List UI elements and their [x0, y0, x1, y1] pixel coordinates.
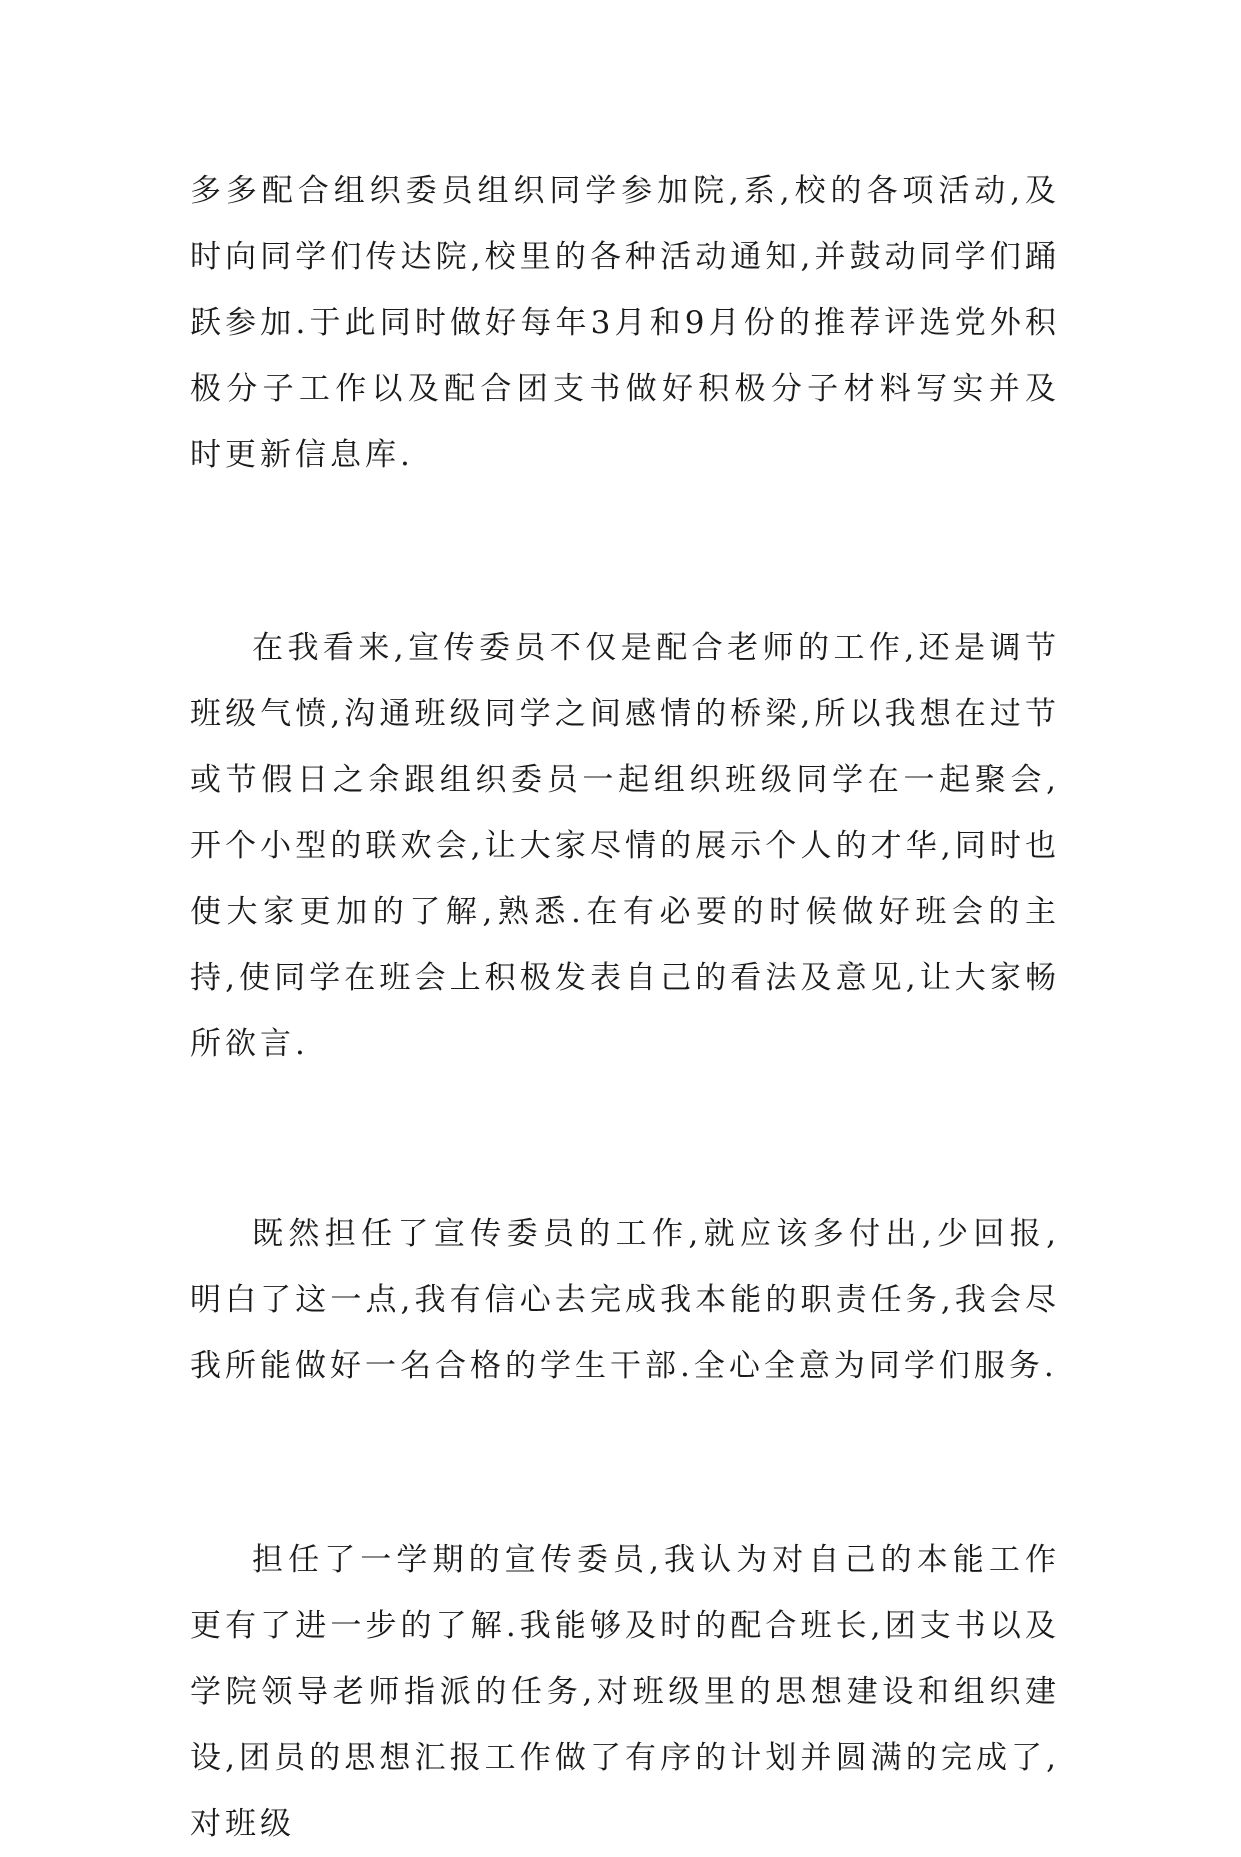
- paragraph-spacer: [190, 488, 1060, 615]
- paragraph-3: 既然担任了宣传委员的工作,就应该多付出,少回报,明白了这一点,我有信心去完成我本能的职责任务,我会尽我所能做好一名合格的学生干部.全心全意为同学们服务.: [190, 1216, 1060, 1384]
- paragraph-spacer: [190, 1077, 1060, 1201]
- paragraph-4: 担任了一学期的宣传委员,我认为对自己的本能工作更有了进一步的了解.我能够及时的配合班长,团支书以及学院领导老师指派的任务,对班级里的思想建设和组织建设,团员的思想汇报工作做了有序的计划并圆满的完成了,对班级: [190, 1542, 1060, 1842]
- paragraph-1: 多多配合组织委员组织同学参加院,系,校的各项活动,及时向同学们传达院,校里的各种活动通知,并鼓动同学们踊跃参加.于此同时做好每年3月和9月份的推荐评选党外积极分子工作以及配合团支书做好积极分子材料写实并及时更新信息库.: [190, 173, 1060, 473]
- paragraph-spacer: [190, 1399, 1060, 1527]
- paragraph-2: 在我看来,宣传委员不仅是配合老师的工作,还是调节班级气愤,沟通班级同学之间感情的桥梁,所以我想在过节或节假日之余跟组织委员一起组织班级同学在一起聚会,开个小型的联欢会,让大家尽情的展示个人的才华,同时也使大家更加的了解,熟悉.在有必要的时候做好班会的主持,使同学在班会上积极发表自己的看法及意见,让大家畅所欲言.: [190, 630, 1060, 1062]
- document-body: [190, 158, 1060, 1857]
